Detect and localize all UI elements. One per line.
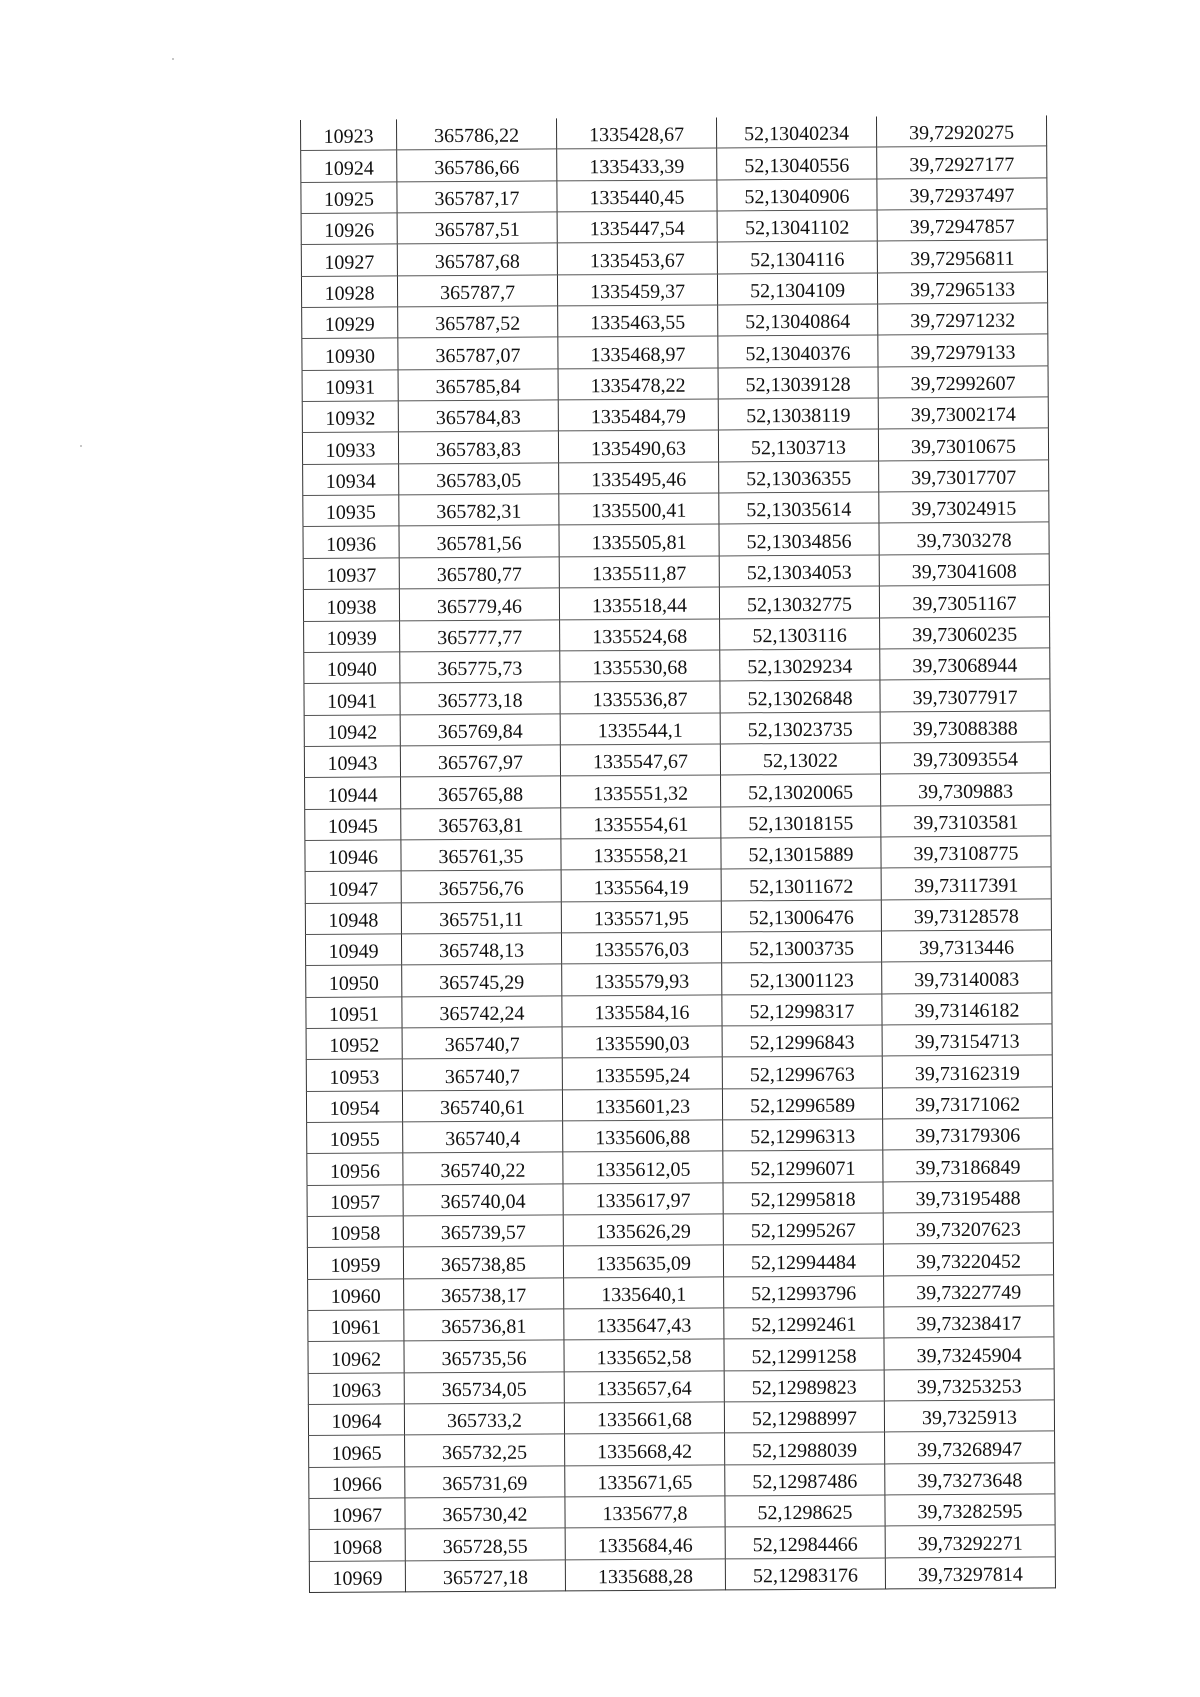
- longitude-cell: 39,73154713: [882, 1024, 1052, 1056]
- table-row: [307, 1243, 1053, 1279]
- y-coordinate-cell: 1335579,93: [562, 963, 722, 995]
- point-number-cell: 10952: [306, 1028, 402, 1060]
- table-row: [302, 397, 1048, 433]
- table-row: [303, 585, 1049, 621]
- longitude-cell: 39,73108775: [881, 836, 1051, 868]
- latitude-cell: 52,13038119: [718, 398, 878, 430]
- longitude-cell: 39,72965133: [877, 272, 1047, 304]
- y-coordinate-cell: 1335668,42: [565, 1433, 725, 1465]
- longitude-cell: 39,73117391: [881, 867, 1051, 899]
- point-number-cell: 10955: [307, 1122, 403, 1154]
- longitude-cell: 39,73297814: [885, 1557, 1055, 1589]
- longitude-cell: 39,73077917: [880, 679, 1050, 711]
- y-coordinate-cell: 1335463,55: [558, 305, 718, 337]
- longitude-cell: 39,73268947: [885, 1431, 1055, 1463]
- y-coordinate-cell: 1335536,87: [560, 681, 720, 713]
- latitude-cell: 52,13036355: [719, 461, 879, 493]
- table-row: [306, 1024, 1052, 1060]
- x-coordinate-cell: 365761,35: [401, 839, 561, 871]
- latitude-cell: 52,12984466: [725, 1526, 885, 1558]
- table-row: [301, 115, 1047, 150]
- latitude-cell: 52,13041102: [717, 210, 877, 242]
- y-coordinate-cell: 1335601,23: [562, 1089, 722, 1121]
- table-row: [308, 1337, 1054, 1373]
- point-number-cell: 10930: [302, 338, 398, 370]
- y-coordinate-cell: 1335551,32: [561, 775, 721, 807]
- y-coordinate-cell: 1335626,29: [563, 1214, 723, 1246]
- longitude-cell: 39,73273648: [885, 1463, 1055, 1495]
- latitude-cell: 52,13040906: [717, 179, 877, 211]
- y-coordinate-cell: 1335688,28: [565, 1559, 725, 1591]
- y-coordinate-cell: 1335595,24: [562, 1057, 722, 1089]
- longitude-cell: 39,73060235: [880, 616, 1050, 648]
- latitude-cell: 52,13023735: [720, 711, 880, 743]
- point-number-cell: 10923: [301, 119, 397, 150]
- point-number-cell: 10966: [309, 1467, 405, 1499]
- point-number-cell: 10939: [304, 620, 400, 652]
- y-coordinate-cell: 1335453,67: [557, 242, 717, 274]
- latitude-cell: 52,13022: [720, 743, 880, 775]
- longitude-cell: 39,72947857: [877, 209, 1047, 241]
- longitude-cell: 39,72956811: [877, 240, 1047, 272]
- point-number-cell: 10965: [309, 1435, 405, 1467]
- latitude-cell: 52,13001123: [722, 962, 882, 994]
- point-number-cell: 10956: [307, 1153, 403, 1185]
- x-coordinate-cell: 365781,56: [399, 525, 559, 557]
- y-coordinate-cell: 1335617,97: [563, 1183, 723, 1215]
- x-coordinate-cell: 365763,81: [401, 807, 561, 839]
- x-coordinate-cell: 365740,22: [403, 1152, 563, 1184]
- y-coordinate-cell: 1335478,22: [558, 368, 718, 400]
- x-coordinate-cell: 365727,18: [405, 1560, 565, 1592]
- latitude-cell: 52,12996071: [723, 1150, 883, 1182]
- point-number-cell: 10950: [306, 965, 402, 997]
- x-coordinate-cell: 365742,24: [402, 996, 562, 1028]
- latitude-cell: 52,13040376: [718, 335, 878, 367]
- table-row: [306, 1087, 1052, 1123]
- x-coordinate-cell: 365738,85: [403, 1246, 563, 1278]
- y-coordinate-cell: 1335606,88: [563, 1120, 723, 1152]
- latitude-cell: 52,13026848: [720, 680, 880, 712]
- longitude-cell: 39,73207623: [883, 1212, 1053, 1244]
- longitude-cell: 39,73002174: [878, 397, 1048, 429]
- table-row: [306, 961, 1052, 997]
- point-number-cell: 10968: [309, 1529, 405, 1561]
- point-number-cell: 10924: [301, 150, 397, 182]
- table-row: [309, 1463, 1055, 1499]
- longitude-cell: 39,73068944: [880, 648, 1050, 680]
- x-coordinate-cell: 365735,56: [404, 1340, 564, 1372]
- longitude-cell: 39,73171062: [882, 1087, 1052, 1119]
- x-coordinate-cell: 365787,7: [397, 275, 557, 307]
- point-number-cell: 10963: [308, 1373, 404, 1405]
- longitude-cell: 39,73227749: [884, 1275, 1054, 1307]
- longitude-cell: 39,73010675: [878, 428, 1048, 460]
- point-number-cell: 10945: [305, 808, 401, 840]
- table-row: [309, 1525, 1055, 1561]
- x-coordinate-cell: 365745,29: [402, 964, 562, 996]
- longitude-cell: 39,73093554: [880, 742, 1050, 774]
- point-number-cell: 10928: [301, 276, 397, 308]
- x-coordinate-cell: 365734,05: [404, 1372, 564, 1404]
- table-row: [309, 1494, 1055, 1530]
- latitude-cell: 52,13035614: [719, 492, 879, 524]
- x-coordinate-cell: 365731,69: [405, 1466, 565, 1498]
- latitude-cell: 52,12996843: [722, 1025, 882, 1057]
- x-coordinate-cell: 365787,07: [398, 337, 558, 369]
- latitude-cell: 52,1303713: [718, 429, 878, 461]
- latitude-cell: 52,13029234: [720, 649, 880, 681]
- table-row: [302, 334, 1048, 370]
- latitude-cell: 52,13006476: [721, 900, 881, 932]
- longitude-cell: 39,72992607: [878, 366, 1048, 398]
- x-coordinate-cell: 365783,05: [399, 463, 559, 495]
- x-coordinate-cell: 365780,77: [399, 557, 559, 589]
- y-coordinate-cell: 1335524,68: [560, 618, 720, 650]
- latitude-cell: 52,12989823: [724, 1370, 884, 1402]
- longitude-cell: 39,73088388: [880, 710, 1050, 742]
- table-row: [302, 303, 1048, 339]
- coordinates-table: [300, 115, 1056, 1593]
- latitude-cell: 52,13039128: [718, 367, 878, 399]
- point-number-cell: 10959: [307, 1247, 403, 1279]
- latitude-cell: 52,12992461: [724, 1307, 884, 1339]
- point-number-cell: 10954: [306, 1091, 402, 1123]
- point-number-cell: 10946: [305, 840, 401, 872]
- table-row: [308, 1369, 1054, 1405]
- table-row: [307, 1212, 1053, 1248]
- point-number-cell: 10943: [304, 746, 400, 778]
- latitude-cell: 52,13020065: [721, 774, 881, 806]
- latitude-cell: 52,13032775: [719, 586, 879, 618]
- latitude-cell: 52,12995267: [723, 1213, 883, 1245]
- table-row: [303, 491, 1049, 527]
- x-coordinate-cell: 365783,83: [398, 431, 558, 463]
- longitude-cell: 39,73024915: [879, 491, 1049, 523]
- latitude-cell: 52,13034856: [719, 523, 879, 555]
- table-row: [304, 648, 1050, 684]
- longitude-cell: 39,73195488: [883, 1181, 1053, 1213]
- point-number-cell: 10926: [301, 213, 397, 245]
- point-number-cell: 10929: [302, 307, 398, 339]
- x-coordinate-cell: 365785,84: [398, 369, 558, 401]
- point-number-cell: 10951: [306, 997, 402, 1029]
- longitude-cell: 39,73162319: [882, 1055, 1052, 1087]
- latitude-cell: 52,13040864: [718, 304, 878, 336]
- longitude-cell: 39,73186849: [883, 1149, 1053, 1181]
- y-coordinate-cell: 1335684,46: [565, 1527, 725, 1559]
- y-coordinate-cell: 1335671,65: [565, 1465, 725, 1497]
- longitude-cell: 39,72979133: [878, 334, 1048, 366]
- table-row: [306, 1055, 1052, 1091]
- x-coordinate-cell: 365728,55: [405, 1528, 565, 1560]
- y-coordinate-cell: 1335576,03: [561, 932, 721, 964]
- x-coordinate-cell: 365765,88: [401, 776, 561, 808]
- y-coordinate-cell: 1335547,67: [560, 744, 720, 776]
- x-coordinate-cell: 365739,57: [403, 1215, 563, 1247]
- table-row: [302, 428, 1048, 464]
- point-number-cell: 10960: [308, 1279, 404, 1311]
- y-coordinate-cell: 1335459,37: [557, 274, 717, 306]
- table-row: [303, 554, 1049, 590]
- x-coordinate-cell: 365733,2: [404, 1403, 564, 1435]
- latitude-cell: 52,12996313: [723, 1119, 883, 1151]
- point-number-cell: 10927: [301, 244, 397, 276]
- y-coordinate-cell: 1335495,46: [559, 462, 719, 494]
- latitude-cell: 52,13018155: [721, 806, 881, 838]
- latitude-cell: 52,12987486: [725, 1464, 885, 1496]
- latitude-cell: 52,13034053: [719, 555, 879, 587]
- y-coordinate-cell: 1335484,79: [558, 399, 718, 431]
- y-coordinate-cell: 1335640,1: [564, 1277, 724, 1309]
- latitude-cell: 52,13011672: [721, 868, 881, 900]
- y-coordinate-cell: 1335558,21: [561, 838, 721, 870]
- table-row: [301, 272, 1047, 308]
- point-number-cell: 10936: [303, 526, 399, 558]
- y-coordinate-cell: 1335530,68: [560, 650, 720, 682]
- latitude-cell: 52,1304109: [717, 273, 877, 305]
- table-row: [301, 178, 1047, 214]
- point-number-cell: 10957: [307, 1185, 403, 1217]
- longitude-cell: 39,73103581: [881, 804, 1051, 836]
- y-coordinate-cell: 1335490,63: [558, 430, 718, 462]
- table-row: [308, 1306, 1054, 1342]
- x-coordinate-cell: 365740,7: [402, 1027, 562, 1059]
- point-number-cell: 10949: [305, 934, 401, 966]
- x-coordinate-cell: 365740,4: [403, 1121, 563, 1153]
- latitude-cell: 52,12998317: [722, 994, 882, 1026]
- longitude-cell: 39,73245904: [884, 1337, 1054, 1369]
- x-coordinate-cell: 365751,11: [401, 902, 561, 934]
- y-coordinate-cell: 1335652,58: [564, 1339, 724, 1371]
- longitude-cell: 39,73017707: [879, 460, 1049, 492]
- latitude-cell: 52,1298625: [725, 1495, 885, 1527]
- x-coordinate-cell: 365756,76: [401, 870, 561, 902]
- point-number-cell: 10958: [307, 1216, 403, 1248]
- latitude-cell: 52,13003735: [721, 931, 881, 963]
- latitude-cell: 52,12983176: [725, 1558, 885, 1590]
- table-row: [303, 460, 1049, 496]
- table-row: [304, 679, 1050, 715]
- point-number-cell: 10964: [308, 1404, 404, 1436]
- longitude-cell: 39,73140083: [882, 961, 1052, 993]
- table-row: [305, 930, 1051, 966]
- y-coordinate-cell: 1335571,95: [561, 901, 721, 933]
- x-coordinate-cell: 365787,17: [397, 181, 557, 213]
- table-row: [305, 773, 1051, 809]
- y-coordinate-cell: 1335511,87: [559, 556, 719, 588]
- y-coordinate-cell: 1335657,64: [564, 1371, 724, 1403]
- latitude-cell: 52,1303116: [720, 617, 880, 649]
- scan-speck: [80, 445, 82, 447]
- latitude-cell: 52,1304116: [717, 241, 877, 273]
- point-number-cell: 10942: [304, 714, 400, 746]
- point-number-cell: 10925: [301, 182, 397, 214]
- longitude-cell: 39,73146182: [882, 993, 1052, 1025]
- y-coordinate-cell: 1335554,61: [561, 807, 721, 839]
- point-number-cell: 10948: [305, 902, 401, 934]
- y-coordinate-cell: 1335447,54: [557, 211, 717, 243]
- table-row: [305, 836, 1051, 872]
- longitude-cell: 39,73253253: [884, 1369, 1054, 1401]
- table-row: [302, 366, 1048, 402]
- longitude-cell: 39,72920275: [876, 115, 1046, 147]
- latitude-cell: 52,12996589: [722, 1088, 882, 1120]
- table-row: [306, 993, 1052, 1029]
- x-coordinate-cell: 365730,42: [405, 1497, 565, 1529]
- y-coordinate-cell: 1335635,09: [563, 1245, 723, 1277]
- table-row: [305, 867, 1051, 903]
- table-row: [307, 1149, 1053, 1185]
- table-row: [301, 209, 1047, 245]
- latitude-cell: 52,13040234: [716, 116, 876, 148]
- longitude-cell: 39,72971232: [878, 303, 1048, 335]
- longitude-cell: 39,73128578: [881, 899, 1051, 931]
- table-row: [303, 522, 1049, 558]
- y-coordinate-cell: 1335433,39: [557, 148, 717, 180]
- y-coordinate-cell: 1335518,44: [559, 587, 719, 619]
- longitude-cell: 39,73179306: [883, 1118, 1053, 1150]
- y-coordinate-cell: 1335584,16: [562, 995, 722, 1027]
- x-coordinate-cell: 365786,22: [396, 118, 556, 150]
- latitude-cell: 52,13040556: [717, 147, 877, 179]
- x-coordinate-cell: 365782,31: [399, 494, 559, 526]
- longitude-cell: 39,72937497: [877, 178, 1047, 210]
- x-coordinate-cell: 365787,68: [397, 243, 557, 275]
- table-row: [307, 1118, 1053, 1154]
- point-number-cell: 10937: [303, 558, 399, 590]
- x-coordinate-cell: 365784,83: [398, 400, 558, 432]
- longitude-cell: 39,73051167: [879, 585, 1049, 617]
- table-row: [305, 804, 1051, 840]
- y-coordinate-cell: 1335677,8: [565, 1496, 725, 1528]
- longitude-cell: 39,73282595: [885, 1494, 1055, 1526]
- point-number-cell: 10967: [309, 1498, 405, 1530]
- latitude-cell: 52,12988997: [724, 1401, 884, 1433]
- table-row: [308, 1275, 1054, 1311]
- x-coordinate-cell: 365773,18: [400, 682, 560, 714]
- y-coordinate-cell: 1335505,81: [559, 524, 719, 556]
- point-number-cell: 10944: [305, 777, 401, 809]
- x-coordinate-cell: 365740,7: [402, 1058, 562, 1090]
- longitude-cell: 39,7313446: [881, 930, 1051, 962]
- y-coordinate-cell: 1335564,19: [561, 869, 721, 901]
- table-row: [309, 1431, 1055, 1467]
- point-number-cell: 10961: [308, 1310, 404, 1342]
- x-coordinate-cell: 365787,51: [397, 212, 557, 244]
- y-coordinate-cell: 1335544,1: [560, 712, 720, 744]
- table-row: [301, 146, 1047, 182]
- y-coordinate-cell: 1335440,45: [557, 180, 717, 212]
- point-number-cell: 10941: [304, 683, 400, 715]
- y-coordinate-cell: 1335468,97: [558, 336, 718, 368]
- x-coordinate-cell: 365767,97: [400, 745, 560, 777]
- y-coordinate-cell: 1335612,05: [563, 1151, 723, 1183]
- y-coordinate-cell: 1335647,43: [564, 1308, 724, 1340]
- latitude-cell: 52,12995818: [723, 1182, 883, 1214]
- point-number-cell: 10953: [306, 1059, 402, 1091]
- x-coordinate-cell: 365769,84: [400, 713, 560, 745]
- x-coordinate-cell: 365786,66: [397, 149, 557, 181]
- point-number-cell: 10931: [302, 370, 398, 402]
- longitude-cell: 39,73220452: [883, 1243, 1053, 1275]
- longitude-cell: 39,7325913: [884, 1400, 1054, 1432]
- point-number-cell: 10969: [309, 1561, 405, 1593]
- point-number-cell: 10934: [303, 464, 399, 496]
- y-coordinate-cell: 1335428,67: [556, 117, 716, 149]
- x-coordinate-cell: 365740,61: [402, 1090, 562, 1122]
- longitude-cell: 39,73292271: [885, 1525, 1055, 1557]
- x-coordinate-cell: 365787,52: [398, 306, 558, 338]
- scan-speck: [172, 58, 174, 60]
- coordinates-table-body: [301, 115, 1056, 1592]
- longitude-cell: 39,73041608: [879, 554, 1049, 586]
- point-number-cell: 10947: [305, 871, 401, 903]
- table-row: [309, 1557, 1055, 1593]
- table-row: [301, 240, 1047, 276]
- point-number-cell: 10932: [302, 401, 398, 433]
- longitude-cell: 39,73238417: [884, 1306, 1054, 1338]
- x-coordinate-cell: 365748,13: [401, 933, 561, 965]
- point-number-cell: 10935: [303, 495, 399, 527]
- longitude-cell: 39,7303278: [879, 522, 1049, 554]
- longitude-cell: 39,72927177: [877, 146, 1047, 178]
- point-number-cell: 10933: [302, 432, 398, 464]
- latitude-cell: 52,12988039: [725, 1432, 885, 1464]
- longitude-cell: 39,7309883: [881, 773, 1051, 805]
- x-coordinate-cell: 365736,81: [404, 1309, 564, 1341]
- table-row: [304, 742, 1050, 778]
- latitude-cell: 52,12993796: [724, 1276, 884, 1308]
- x-coordinate-cell: 365740,04: [403, 1184, 563, 1216]
- point-number-cell: 10940: [304, 652, 400, 684]
- x-coordinate-cell: 365779,46: [399, 588, 559, 620]
- y-coordinate-cell: 1335500,41: [559, 493, 719, 525]
- table-row: [304, 710, 1050, 746]
- latitude-cell: 52,12991258: [724, 1338, 884, 1370]
- x-coordinate-cell: 365732,25: [405, 1434, 565, 1466]
- x-coordinate-cell: 365775,73: [400, 651, 560, 683]
- point-number-cell: 10938: [303, 589, 399, 621]
- point-number-cell: 10962: [308, 1341, 404, 1373]
- latitude-cell: 52,12996763: [722, 1056, 882, 1088]
- latitude-cell: 52,12994484: [723, 1244, 883, 1276]
- x-coordinate-cell: 365738,17: [404, 1278, 564, 1310]
- latitude-cell: 52,13015889: [721, 837, 881, 869]
- table-row: [304, 616, 1050, 652]
- table-row: [308, 1400, 1054, 1436]
- table-row: [305, 899, 1051, 935]
- table-row: [307, 1181, 1053, 1217]
- y-coordinate-cell: 1335590,03: [562, 1026, 722, 1058]
- y-coordinate-cell: 1335661,68: [564, 1402, 724, 1434]
- x-coordinate-cell: 365777,77: [400, 619, 560, 651]
